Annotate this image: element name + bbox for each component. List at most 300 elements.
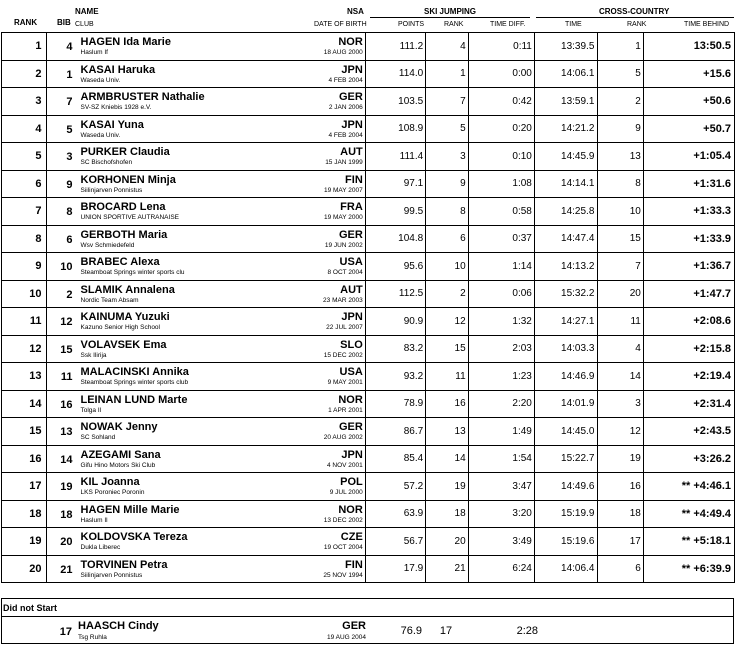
athlete-name: BRABEC Alexa [80,256,160,268]
time-behind-cell: +2:15.8 [643,335,734,363]
sj-rank-cell: 20 [426,528,468,556]
points-cell: 85.4 [365,445,425,473]
rank-cell: 11 [2,308,47,336]
points-cell: 57.2 [365,473,425,501]
dns-nsa: GER [342,620,366,632]
cc-time-cell: 14:45.9 [534,143,598,171]
cc-rank-cell: 20 [598,280,643,308]
athlete-name: PURKER Claudia [80,146,170,158]
time-diff-cell: 1:32 [468,308,534,336]
club-name: Haslum Il [80,516,108,524]
athlete-name: MALACINSKI Annika [80,366,189,378]
athlete-cell [46,170,365,198]
sj-rank-cell: 4 [426,33,468,61]
club-name: Waseda Univ. [80,131,121,139]
nsa-code: SLO [340,338,363,351]
nsa-code: JPN [341,311,363,323]
club-name: UNION SPORTIVE AUTRANAISE [80,214,179,221]
bib: 9 [66,178,73,191]
time-behind-cell: +1:47.7 [643,280,734,308]
dns-bib: 17 [59,626,72,638]
rank-cell: 6 [2,170,47,198]
club-name: Siilinjarven Ponnistus [80,186,143,194]
rank-header: RANK [14,18,38,27]
sj-rank-cell: 18 [426,500,468,528]
table-row [2,143,735,171]
rank-cell: 10 [2,280,47,308]
nsa-code: POL [340,476,363,488]
nsa-code: NOR [338,393,363,406]
cc-rank-cell: 9 [598,115,643,143]
dns-points: 76.9 [400,625,422,637]
time-behind-cell: +1:05.4 [643,143,734,171]
cc-time-cell: 15:19.9 [534,500,598,528]
time-behind-cell: +1:33.9 [643,225,734,253]
athlete-name: VOLAVSEK Ema [80,338,167,351]
points-cell: 112.5 [365,280,425,308]
athlete-name: AZEGAMI Sana [80,448,161,461]
time-behind-cell: +50.7 [643,115,734,143]
cc-time-cell: 14:47.4 [534,225,598,253]
nsa-code: USA [339,366,363,378]
time-behind-cell: +1:31.6 [643,170,734,198]
cc-time-cell: 15:32.2 [534,280,598,308]
bib: 6 [66,233,73,246]
cc-time-cell: 13:39.5 [534,33,598,61]
date-of-birth: 25 NOV 1994 [323,571,363,579]
club-name: LKS Poroniec Poronin [80,489,145,496]
date-of-birth: 19 JUN 2002 [324,241,363,249]
sj-rank-cell: 3 [426,143,468,171]
time-header: TIME [565,21,582,28]
bib: 8 [66,206,73,218]
date-of-birth: 4 FEB 2004 [328,76,363,84]
nsa-code: NOR [338,503,363,516]
athlete-cell [46,88,365,116]
time-diff-cell: 0:00 [468,60,534,88]
athlete-cell [46,418,365,446]
rank-cell: 2 [2,60,47,88]
club-name: Siilinjarven Ponnistus [80,571,143,579]
sj-rank-cell: 12 [426,308,468,336]
club-name: Wsv Schmiedefeld [80,241,135,249]
cc-rank-cell: 8 [598,170,643,198]
cc-time-cell: 14:01.9 [534,390,598,418]
club-name: SC Sohland [80,434,116,441]
points-cell: 83.2 [365,335,425,363]
club-name: Kazuno Senior High School [80,324,160,331]
date-of-birth: 4 FEB 2004 [328,131,363,139]
time-diff-cell: 3:20 [468,500,534,528]
points-cell: 17.9 [365,555,425,583]
cc-time-cell: 14:45.0 [534,418,598,446]
time-behind-cell: +1:36.7 [643,253,734,281]
table-row [2,390,735,418]
table-row [2,225,735,253]
results-header [0,0,735,34]
cc-rank-cell: 16 [598,473,643,501]
time-behind-header: TIME BEHIND [684,21,730,28]
cc-rank-cell: 15 [598,225,643,253]
bib: 21 [60,563,73,576]
time-diff-cell: 1:49 [468,418,534,446]
table-row [2,60,735,88]
nsa-code: FIN [345,558,363,571]
points-cell: 103.5 [365,88,425,116]
cc-rank-cell: 2 [598,88,643,116]
table-row [2,473,735,501]
time-diff-cell: 0:20 [468,115,534,143]
cc-rank-cell: 3 [598,390,643,418]
date-of-birth: 8 OCT 2004 [327,269,363,276]
table-row [2,115,735,143]
time-diff-cell: 1:23 [468,363,534,391]
club-name: Dukla Liberec [80,544,121,551]
time-diff-cell: 1:14 [468,253,534,281]
date-of-birth: 9 JUL 2000 [329,489,363,496]
club-name: Waseda Univ. [80,76,121,84]
time-diff-cell: 0:06 [468,280,534,308]
nsa-header: NSA [347,7,364,16]
table-row [2,198,735,226]
athlete-cell [46,335,365,363]
cc-time-cell: 14:27.1 [534,308,598,336]
athlete-name: NOWAK Jenny [80,421,158,433]
time-behind-cell: +2:31.4 [643,390,734,418]
rank-cell: 7 [2,198,47,226]
time-behind-cell: +2:08.6 [643,308,734,336]
nsa-code: FRA [340,201,363,213]
sj-rank-cell: 1 [426,60,468,88]
athlete-cell [46,143,365,171]
nsa-code: JPN [341,448,363,461]
cc-rank-cell: 19 [598,445,643,473]
cc-time-cell: 14:25.8 [534,198,598,226]
table-row [2,363,735,391]
nsa-code: GER [338,421,363,433]
dns-row [1,616,734,644]
rank-cell: 8 [2,225,47,253]
bib: 11 [60,371,73,383]
table-row [2,33,735,61]
time-diff-cell: 1:54 [468,445,534,473]
date-of-birth: 2 JAN 2006 [328,104,363,111]
bib: 10 [60,261,73,273]
bib: 7 [66,96,73,108]
bib: 18 [60,508,73,521]
sj-rank-cell: 14 [426,445,468,473]
athlete-name: HAGEN Mille Marie [80,503,180,516]
athlete-name: LEINAN LUND Marte [80,393,188,406]
date-of-birth: 23 MAR 2003 [323,296,363,304]
time-diff-cell: 2:03 [468,335,534,363]
athlete-name: TORVINEN Petra [80,558,168,571]
sj-rank-cell: 6 [426,225,468,253]
sj-rank-cell: 19 [426,473,468,501]
time-diff-header: TIME DIFF. [490,21,526,28]
athlete-cell [46,445,365,473]
athlete-cell [46,280,365,308]
athlete-cell [46,115,365,143]
sj-rank-cell: 15 [426,335,468,363]
cc-rank-cell: 1 [598,33,643,61]
date-of-birth: 22 JUL 2007 [326,324,363,331]
club-name: Steamboat Springs winter sports clu [80,269,185,276]
sj-rank-cell: 13 [426,418,468,446]
cc-time-cell: 14:06.1 [534,60,598,88]
athlete-name: ARMBRUSTER Nathalie [80,91,205,103]
cc-time-cell: 14:21.2 [534,115,598,143]
athlete-cell [46,473,365,501]
bib: 5 [66,123,73,136]
time-diff-cell: 0:58 [468,198,534,226]
table-row [2,170,735,198]
time-behind-cell: +15.6 [643,60,734,88]
rank-cell: 17 [2,473,47,501]
time-behind-cell: +2:19.4 [643,363,734,391]
rank-cell: 3 [2,88,47,116]
sj-rank-header: RANK [444,21,464,28]
athlete-cell [46,308,365,336]
date-of-birth: 9 MAY 2001 [327,379,363,386]
sj-rank-cell: 2 [426,280,468,308]
cc-rank-cell: 17 [598,528,643,556]
table-row [2,418,735,446]
cc-rank-cell: 12 [598,418,643,446]
nsa-code: GER [338,228,363,241]
athlete-cell [46,33,365,61]
rank-cell: 12 [2,335,47,363]
sj-rank-cell: 8 [426,198,468,226]
dns-sj-rank: 17 [439,625,453,637]
club-name: Nordic Team Absam [80,296,139,304]
cc-time-cell: 14:14.1 [534,170,598,198]
nsa-code: USA [339,256,363,268]
bib: 20 [60,536,73,548]
time-behind-cell: +1:33.3 [643,198,734,226]
dns-dob: 19 AUG 2004 [326,634,366,641]
bib: 1 [66,68,73,81]
athlete-name: SLAMIK Annalena [80,283,175,296]
rank-cell: 1 [2,33,47,61]
nsa-code: FIN [345,173,363,186]
ski-jumping-divider [370,17,530,18]
points-header: POINTS [398,21,425,28]
nsa-code: JPN [341,118,363,131]
time-behind-cell: 13:50.5 [643,33,734,61]
cc-rank-cell: 10 [598,198,643,226]
cc-time-cell: 14:49.6 [534,473,598,501]
time-diff-cell: 0:10 [468,143,534,171]
cc-time-cell: 15:19.6 [534,528,598,556]
athlete-name: KAINUMA Yuzuki [80,311,170,323]
nsa-code: AUT [340,283,363,296]
time-behind-cell: +2:43.5 [643,418,734,446]
points-cell: 93.2 [365,363,425,391]
nsa-code: CZE [340,531,363,543]
club-name: Ssk Ilirija [80,351,107,359]
points-cell: 111.4 [365,143,425,171]
nsa-code: NOR [338,36,363,48]
rank-cell: 16 [2,445,47,473]
bib: 2 [66,288,73,301]
table-row [2,335,735,363]
dns-name: HAASCH Cindy [78,620,159,632]
table-row [2,253,735,281]
sj-rank-cell: 16 [426,390,468,418]
points-cell: 90.9 [365,308,425,336]
cc-rank-cell: 11 [598,308,643,336]
date-of-birth: 19 OCT 2004 [323,544,363,551]
nsa-code: GER [338,91,363,103]
cc-time-cell: 14:46.9 [534,363,598,391]
date-of-birth: 15 DEC 2002 [323,351,363,359]
athlete-name: BROCARD Lena [80,201,166,213]
points-cell: 56.7 [365,528,425,556]
bib: 4 [66,41,73,53]
points-cell: 111.2 [365,33,425,61]
cc-rank-cell: 13 [598,143,643,171]
club-name: Haslum If [80,49,108,56]
athlete-name: KASAI Haruka [80,63,156,76]
points-cell: 95.6 [365,253,425,281]
sj-rank-cell: 21 [426,555,468,583]
dob-header: DATE OF BIRTH [314,21,367,28]
club-name: SC Bischofshofen [80,159,133,166]
sj-rank-cell: 10 [426,253,468,281]
bib: 14 [60,453,73,466]
table-row [2,500,735,528]
bib: 15 [60,343,73,356]
time-behind-cell: ** +6:39.9 [643,555,734,583]
bib: 3 [66,151,73,163]
date-of-birth: 18 AUG 2000 [323,49,363,56]
results-table [1,32,735,583]
athlete-cell [46,555,365,583]
club-name: SV-SZ Kniebis 1928 e.V. [80,104,152,111]
date-of-birth: 19 MAY 2000 [323,214,363,221]
table-row [2,528,735,556]
rank-cell: 14 [2,390,47,418]
time-diff-cell: 3:47 [468,473,534,501]
rank-cell: 13 [2,363,47,391]
date-of-birth: 13 DEC 2002 [323,516,363,524]
points-cell: 99.5 [365,198,425,226]
table-row [2,308,735,336]
athlete-name: KORHONEN Minja [80,173,176,186]
athlete-cell [46,60,365,88]
points-cell: 63.9 [365,500,425,528]
athlete-cell [46,390,365,418]
rank-cell: 5 [2,143,47,171]
cc-time-cell: 13:59.1 [534,88,598,116]
athlete-cell [46,225,365,253]
athlete-name: HAGEN Ida Marie [80,36,171,48]
points-cell: 114.0 [365,60,425,88]
time-diff-cell: 2:20 [468,390,534,418]
cc-rank-cell: 4 [598,335,643,363]
bib: 16 [60,398,73,411]
club-name: Gifu Hino Motors Ski Club [80,461,156,469]
time-behind-cell: +3:26.2 [643,445,734,473]
points-cell: 86.7 [365,418,425,446]
date-of-birth: 15 JAN 1999 [325,159,363,166]
name-header: NAME [75,7,99,16]
sj-rank-cell: 5 [426,115,468,143]
table-row [2,88,735,116]
bib: 19 [60,481,73,493]
dns-section [1,598,734,616]
date-of-birth: 20 AUG 2002 [323,434,363,441]
athlete-name: KASAI Yuna [80,118,144,131]
bib: 13 [60,426,73,438]
cc-rank-cell: 18 [598,500,643,528]
date-of-birth: 1 APR 2001 [328,406,363,414]
cc-rank-cell: 5 [598,60,643,88]
cc-time-cell: 15:22.7 [534,445,598,473]
time-behind-cell: ** +4:49.4 [643,500,734,528]
rank-cell: 19 [2,528,47,556]
rank-cell: 9 [2,253,47,281]
bib-header: BIB [57,18,71,27]
points-cell: 104.8 [365,225,425,253]
cc-rank-cell: 14 [598,363,643,391]
nsa-code: JPN [341,63,363,76]
club-name: Tolga Il [80,406,102,414]
time-behind-cell: ** +4:46.1 [643,473,734,501]
time-diff-cell: 0:42 [468,88,534,116]
athlete-cell [46,363,365,391]
dns-title: Did not Start [3,603,57,613]
date-of-birth: 19 MAY 2007 [323,186,363,194]
ski-jumping-header: SKI JUMPING [424,7,477,16]
time-diff-cell: 3:49 [468,528,534,556]
dns-time-diff: 2:28 [516,625,538,637]
nsa-code: AUT [340,146,363,158]
sj-rank-cell: 7 [426,88,468,116]
club-header: CLUB [75,21,94,28]
dns-club: Tsg Ruhla [78,634,107,641]
time-behind-cell: ** +5:18.1 [643,528,734,556]
rank-cell: 15 [2,418,47,446]
table-row [2,280,735,308]
points-cell: 108.9 [365,115,425,143]
points-cell: 78.9 [365,390,425,418]
cc-time-cell: 14:06.4 [534,555,598,583]
time-diff-cell: 6:24 [468,555,534,583]
cc-time-cell: 14:03.3 [534,335,598,363]
sj-rank-cell: 11 [426,363,468,391]
athlete-name: KIL Joanna [80,476,140,488]
cross-country-header: CROSS-COUNTRY [599,7,670,16]
points-cell: 97.1 [365,170,425,198]
table-row [2,445,735,473]
cc-rank-cell: 6 [598,555,643,583]
rank-cell: 4 [2,115,47,143]
rank-cell: 20 [2,555,47,583]
cc-rank-cell: 7 [598,253,643,281]
table-row [2,555,735,583]
time-diff-cell: 0:37 [468,225,534,253]
time-behind-cell: +50.6 [643,88,734,116]
bib: 12 [60,316,73,328]
cc-time-cell: 14:13.2 [534,253,598,281]
time-diff-cell: 1:08 [468,170,534,198]
athlete-cell [46,500,365,528]
cross-country-divider [536,17,734,18]
club-name: Steamboat Springs winter sports club [80,379,189,386]
athlete-cell [46,253,365,281]
